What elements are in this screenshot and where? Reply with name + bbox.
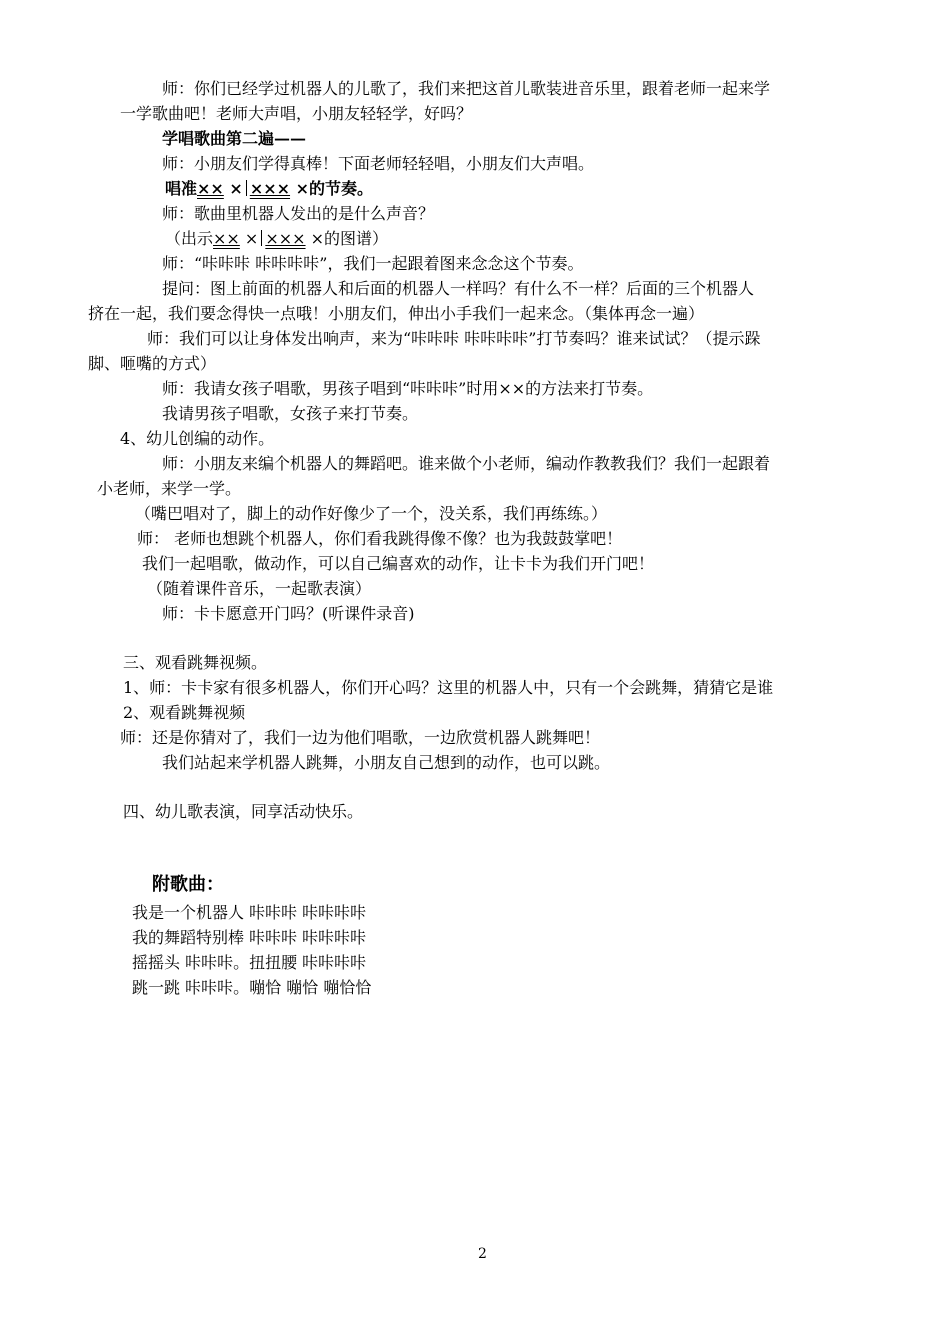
rhythm-line [165,228,388,250]
rhythm-line [165,178,373,200]
rhythm-prefix: 唱准 [165,179,198,198]
rhythm-notation: × [244,229,259,248]
song-line: 我是一个机器人 咔咔咔 咔咔咔咔 [132,903,367,922]
rhythm-notation: ×× [197,179,224,198]
text-line: 1、师：卡卡家有很多机器人，你们开心吗？这里的机器人中，只有一个会跳舞，猜猜它是谁 [123,678,774,697]
section-heading: 4、幼儿创编的动作。 [120,429,275,448]
rhythm-notation: × [310,229,325,248]
text-line: 师：我请女孩子唱歌，男孩子唱到“咔咔咔”时用××的方法来打节奏。 [162,379,654,398]
text-line: 脚、咂嘴的方式） [88,354,217,373]
text-line: 一学歌曲吧！老师大声唱，小朋友轻轻学，好吗？ [120,104,473,123]
rhythm-notation: ×× [213,229,240,248]
bar-line [246,180,247,196]
rhythm-notation: ××× [249,179,291,198]
rhythm-notation: ××× [265,229,306,248]
section-heading: 三、观看跳舞视频。 [123,653,268,672]
text-line: 小老师，来学一学。 [97,479,242,498]
song-title: 附歌曲： [152,874,224,895]
text-line: （嘴巴唱对了，脚上的动作好像少了一个，没关系，我们再练练。） [135,504,608,523]
text-line: 2、观看跳舞视频 [123,703,246,722]
text-line: 师：小朋友们学得真棒！下面老师轻轻唱，小朋友们大声唱。 [162,154,595,173]
text-line: 师：卡卡愿意开门吗？(听课件录音) [162,604,415,623]
text-line: 挤在一起，我们要念得快一点哦！小朋友们，伸出小手我们一起来念。（集体再念一遍） [88,304,705,323]
rhythm-notation: × [295,179,310,198]
text-line: 师：我们可以让身体发出响声，来为“咔咔咔 咔咔咔咔”打节奏吗？谁来试试？（提示跺 [147,329,761,348]
text-line: 我们一起唱歌，做动作，可以自己编喜欢的动作，让卡卡为我们开门吧！ [142,554,655,573]
bar-line [261,230,262,246]
page-number: 2 [478,1246,487,1262]
rhythm-suffix: 的节奏。 [309,179,374,198]
text-line: 师：歌曲里机器人发出的是什么声音？ [162,204,435,223]
song-line: 我的舞蹈特别棒 咔咔咔 咔咔咔咔 [132,928,367,947]
song-line: 摇摇头 咔咔咔。扭扭腰 咔咔咔咔 [132,953,367,972]
song-line: 跳一跳 咔咔咔。嘣恰 嘣恰 嘣恰恰 [132,978,372,997]
rhythm-suffix: 的图谱） [324,229,389,248]
text-line: 师：“咔咔咔 咔咔咔咔”，我们一起跟着图来念念这个节奏。 [162,254,584,273]
text-line: 我们站起来学机器人跳舞，小朋友自己想到的动作，也可以跳。 [162,753,611,772]
rhythm-prefix: （出示 [165,229,214,248]
section-heading: 四、幼儿歌表演，同享活动快乐。 [123,802,364,821]
text-line: 师：还是你猜对了，我们一边为他们唱歌，一边欣赏机器人跳舞吧！ [120,728,601,747]
text-line: 师：你们已经学过机器人的儿歌了，我们来把这首儿歌装进音乐里，跟着老师一起来学 [162,79,771,98]
section-heading: 学唱歌曲第二遍—— [162,129,307,148]
text-line: 师： 老师也想跳个机器人，你们看我跳得像不像？也为我鼓鼓掌吧！ [137,529,623,548]
text-line: 师：小朋友来编个机器人的舞蹈吧。谁来做个小老师，编动作教教我们？我们一起跟着 [162,454,771,473]
text-line: （随着课件音乐，一起歌表演） [147,579,372,598]
text-line: 提问：图上前面的机器人和后面的机器人一样吗？有什么不一样？后面的三个机器人 [162,279,755,298]
rhythm-notation: × [229,179,243,198]
text-line: 我请男孩子唱歌，女孩子来打节奏。 [162,404,419,423]
